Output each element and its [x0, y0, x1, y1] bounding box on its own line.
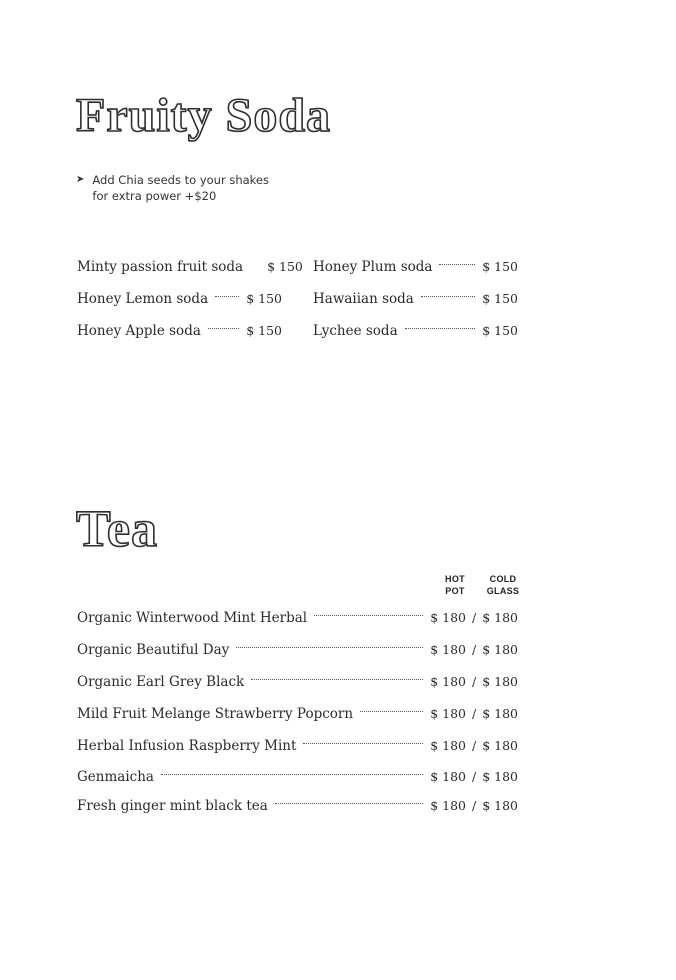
hot-pot-header	[440, 573, 470, 597]
menu-item	[313, 291, 518, 307]
menu-item	[77, 259, 303, 275]
fruity-soda-title: Fruity Soda	[76, 89, 332, 142]
cold-price: $ 180	[482, 674, 518, 689]
hot-price: $ 180	[430, 798, 466, 813]
chia-note	[76, 172, 269, 204]
tea-item-prices	[430, 674, 518, 689]
cold-glass-header-line1: COLD	[489, 574, 517, 584]
dot-leader	[421, 296, 475, 297]
price-separator: /	[471, 706, 477, 721]
tea-item-name: Mild Fruit Melange Strawberry Popcorn	[77, 706, 354, 722]
cold-price: $ 180	[482, 610, 518, 625]
price-separator: /	[471, 738, 477, 753]
cold-price: $ 180	[482, 706, 518, 721]
dot-leader	[236, 647, 423, 648]
dot-leader	[303, 743, 423, 744]
cold-price: $ 180	[482, 769, 518, 784]
tea-item-name: Fresh ginger mint black tea	[77, 798, 268, 814]
menu-item-name: Lychee soda	[313, 323, 398, 339]
tea-item	[77, 674, 518, 690]
tea-item-name: Herbal Infusion Raspberry Mint	[77, 738, 297, 754]
tea-item	[77, 738, 518, 754]
menu-item-price: $ 150	[482, 323, 518, 338]
menu-item-name: Minty passion fruit soda	[77, 259, 244, 275]
chia-note-line2: for extra power +$20	[92, 189, 217, 203]
arrow-right-icon: ➤	[76, 174, 85, 185]
menu-item-name: Honey Plum soda	[313, 259, 433, 275]
dot-leader	[360, 711, 423, 712]
hot-price: $ 180	[430, 610, 466, 625]
tea-item	[77, 642, 518, 658]
price-separator: /	[471, 769, 477, 784]
dot-leader	[208, 328, 239, 329]
tea-item-prices	[430, 798, 518, 813]
tea-title: Tea	[76, 501, 158, 558]
price-separator: /	[471, 798, 477, 813]
menu-item-price: $ 150	[482, 259, 518, 274]
tea-item	[77, 769, 518, 785]
menu-item-price: $ 150	[246, 291, 282, 306]
tea-item-name: Organic Beautiful Day	[77, 642, 230, 658]
menu-item	[313, 323, 518, 339]
cold-glass-header	[485, 573, 521, 597]
menu-item-price: $ 150	[482, 291, 518, 306]
tea-item-prices	[430, 642, 518, 657]
tea-item-prices	[430, 769, 518, 784]
tea-item-name: Genmaicha	[77, 769, 154, 785]
hot-pot-header-line1: HOT	[445, 574, 465, 584]
tea-item-name: Organic Earl Grey Black	[77, 674, 245, 690]
tea-item-prices	[430, 738, 518, 753]
tea-item-prices	[430, 610, 518, 625]
tea-item	[77, 610, 518, 626]
menu-item-price: $ 150	[267, 259, 303, 274]
dot-leader	[215, 296, 239, 297]
hot-price: $ 180	[430, 674, 466, 689]
hot-price: $ 180	[430, 706, 466, 721]
price-separator: /	[471, 642, 477, 657]
dot-leader	[314, 615, 423, 616]
menu-item	[77, 291, 282, 307]
price-separator: /	[471, 674, 477, 689]
hot-price: $ 180	[430, 769, 466, 784]
cold-price: $ 180	[482, 642, 518, 657]
tea-item-prices	[430, 706, 518, 721]
tea-item	[77, 706, 518, 722]
price-separator: /	[471, 610, 477, 625]
hot-price: $ 180	[430, 738, 466, 753]
tea-item-name: Organic Winterwood Mint Herbal	[77, 610, 308, 626]
hot-price: $ 180	[430, 642, 466, 657]
chia-note-line1: Add Chia seeds to your shakes	[92, 173, 269, 187]
menu-item-name: Honey Lemon soda	[77, 291, 209, 307]
dot-leader	[439, 264, 475, 265]
menu-item-name: Hawaiian soda	[313, 291, 414, 307]
menu-item-name: Honey Apple soda	[77, 323, 201, 339]
dot-leader	[161, 774, 423, 775]
cold-price: $ 180	[482, 798, 518, 813]
dot-leader	[405, 328, 476, 329]
hot-pot-header-line2: POT	[445, 586, 465, 596]
menu-item-price: $ 150	[246, 323, 282, 338]
tea-item	[77, 798, 518, 814]
chia-note-text	[92, 172, 269, 204]
cold-glass-header-line2: GLASS	[486, 586, 520, 596]
dot-leader	[251, 679, 423, 680]
menu-item	[77, 323, 282, 339]
cold-price: $ 180	[482, 738, 518, 753]
menu-item	[313, 259, 518, 275]
dot-leader	[275, 803, 423, 804]
